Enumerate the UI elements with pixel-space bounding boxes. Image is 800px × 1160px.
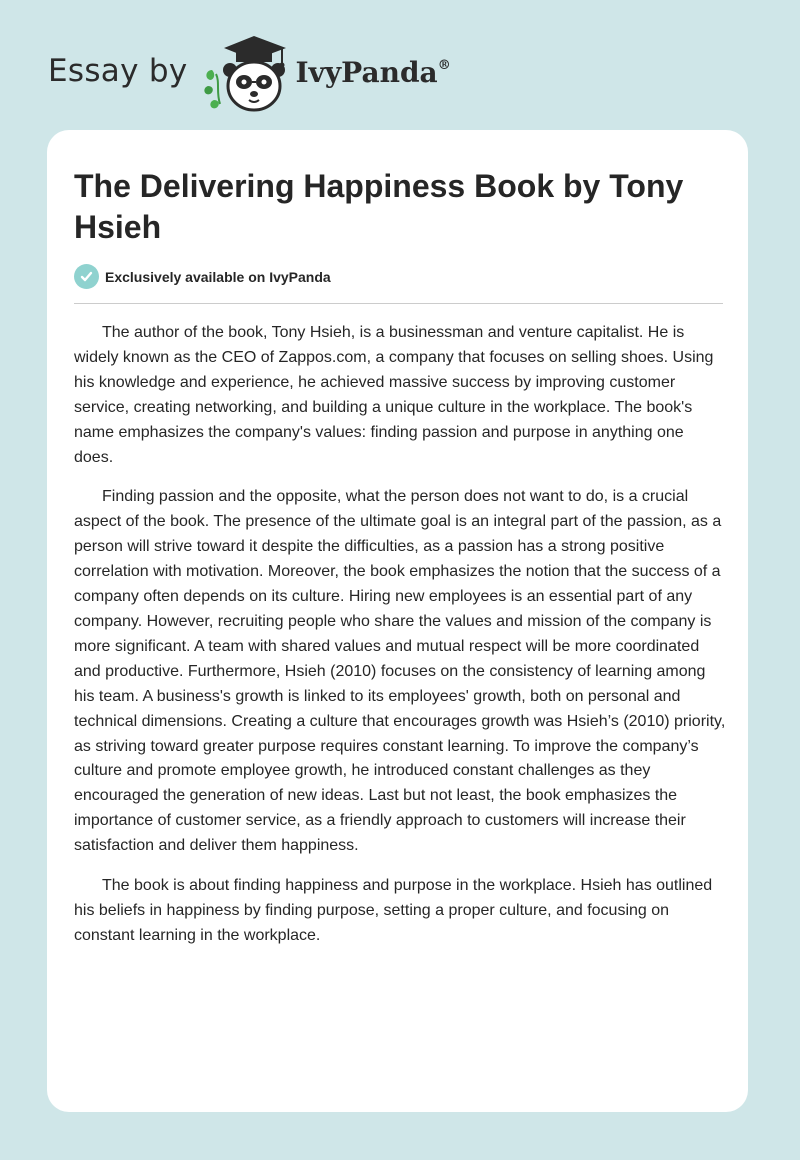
check-icon [74, 264, 99, 289]
exclusive-label: Exclusively available on IvyPanda [105, 268, 331, 285]
brand-name[interactable]: IvyPanda® [295, 55, 451, 89]
ivy-leaf-icon [204, 70, 220, 108]
page-title: The Delivering Happiness Book by Tony Hsieh [74, 168, 684, 245]
essay-body [74, 321, 726, 964]
divider [74, 303, 723, 304]
panda-graduate-icon [202, 34, 294, 114]
essay-card [47, 130, 748, 1112]
exclusive-badge [74, 264, 331, 289]
paragraph: The book is about finding happiness and purpose in the workplace. Hsieh has outlined his beliefs in happiness by finding purpose, setting a proper culture, and focusing on constant learning in the workplace. [74, 877, 713, 944]
paragraph: Finding passion and the opposite, what the person does not want to do, is a crucial aspect of the book. The presence of the ultimate goal is an integral part of the passion, as a person will strive toward it despite the difficulties, as a passion has a strong positive correlation with motivation. Moreover, the book emphasizes the notion that the success of a company often depends on its culture. Hiring new employees is an essential part of any company. However, recruiting people who share the values and mission of the company is more significant. A team with shared values and mutual respect will be more coordinated and productive. Furthermore, Hsieh (2010) focuses on the consistency of learning among his team. A business's growth is linked to its employees' growth, both on personal and technical dimensions. Creating a culture that encourages growth was Hsieh’s (2010) priority, as striving toward greater purpose requires constant learning. To improve the company’s culture and promote employee growth, he introduced constant challenges as they encouraged the generation of new ideas. Last but not least, the book emphasizes the importance of customer service, as a friendly approach to customers will increase their satisfaction and deliver them happiness. [74, 488, 726, 855]
ivypanda-logo[interactable] [202, 34, 294, 114]
paragraph: The author of the book, Tony Hsieh, is a businessman and venture capitalist. He is widely known as the CEO of Zappos.com, a company that focuses on selling shoes. Using his knowledge and experience, he achieved massive success by improving customer service, creating networking, and building a unique culture in the workplace. The book's name emphasizes the company's values: finding passion and purpose in anything one does. [74, 324, 714, 466]
essay-by-label: Essay by [48, 53, 188, 89]
site-header [48, 34, 451, 114]
